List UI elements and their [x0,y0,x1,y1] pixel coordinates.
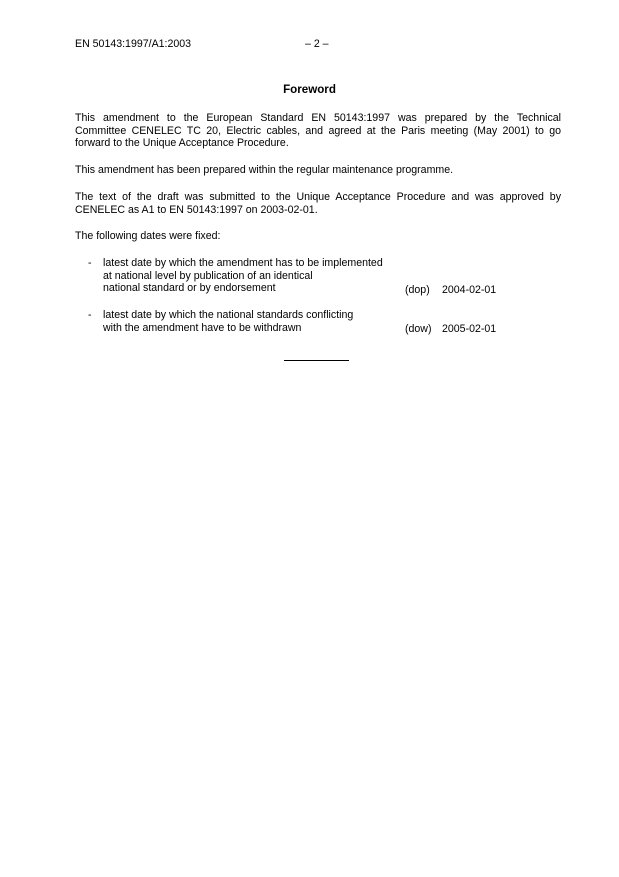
paragraph-dates-intro [75,230,561,243]
list-bullet: - [88,309,92,321]
description-line: with the amendment have to be withdrawn [103,321,302,334]
page-number: – 2 – [305,38,329,50]
paragraph-amendment-origin [75,112,561,150]
paragraph-line: The following dates were fixed: [75,230,221,242]
paragraph-approval [75,191,561,216]
paragraph-line: The text of the draft was submitted to the Unique Acceptance Procedure and was approved by [75,191,561,203]
description-line: latest date by which the national standards conflicting [103,309,354,321]
paragraph-line: CENELEC as A1 to EN 50143:1997 on 2003-02-01. [75,203,318,216]
date-value: 2005-02-01 [442,323,497,335]
end-rule [284,360,349,361]
paragraph-line: Committee CENELEC TC 20, Electric cables, and agreed at the Paris meeting (May 2001) to go [75,124,561,137]
list-bullet: - [88,257,92,269]
page-title: Foreword [283,83,336,96]
description-line: at national level by publication of an identical [103,269,313,282]
date-item-description [103,309,413,334]
paragraph-line: This amendment has been prepared within the regular maintenance programme. [75,164,454,176]
paragraph-line: This amendment to the European Standard EN 50143:1997 was prepared by the Technical [75,112,561,124]
description-line: national standard or by endorsement [103,282,276,294]
date-abbreviation: (dop) [405,284,430,296]
date-value: 2004-02-01 [442,284,497,296]
date-item-description [103,257,413,295]
paragraph-line: forward to the Unique Acceptance Procedure. [75,137,289,149]
date-abbreviation: (dow) [405,323,432,335]
paragraph-maintenance [75,164,561,177]
description-line: latest date by which the amendment has to be implemented [103,257,383,269]
document-id: EN 50143:1997/A1:2003 [75,38,192,50]
